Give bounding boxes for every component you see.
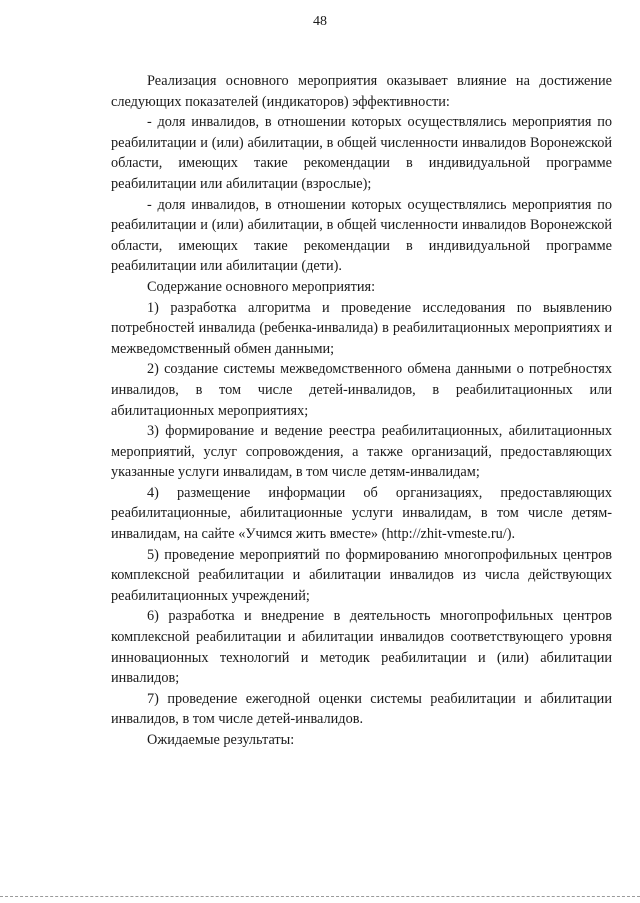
paragraph-indicator-adults: - доля инвалидов, в отношении которых осуществлялись мероприятия по реабилитации и (или) абилитации, в общей численности инвалидов Воронежской области, имеющих такие рекомендации в индивидуальной программе реабилитации или абилитации (взрослые); [111,114,612,192]
paragraph-content-heading: Содержание основного мероприятия: [147,278,376,295]
paragraph-indicator-children: - доля инвалидов, в отношении которых осуществлялись мероприятия по реабилитации и (или) абилитации, в общей численности инвалидов Воронежской области, имеющих такие рекомендации в индивидуальной программе реабилитации или абилитации (дети). [111,196,612,275]
paragraph-item-5: 5) проведение мероприятий по формированию многопрофильных центров комплексной реабилитации и абилитации инвалидов из числа действующих реабилитационных учреждений; [111,546,612,604]
paragraph-item-3: 3) формирование и ведение реестра реабилитационных, абилитационных мероприятий, услуг сопровождения, а также организаций, предоставляющих указанные услуги инвалидам, в том числе детям-инвалидам; [111,423,612,481]
paragraph-intro: Реализация основного мероприятия оказывает влияние на достижение следующих показателей (индикаторов) эффективности: [111,73,612,110]
paragraph-item-2: 2) создание системы межведомственного обмена данными о потребностях инвалидов, в том числе детей-инвалидов, в реабилитационных или абилитационных мероприятиях; [111,361,612,419]
paragraph-item-4: 4) размещение информации об организациях, предоставляющих реабилитационные, абилитационные услуги инвалидам, в том числе детям-инвалидам, на сайте «Учимся жить вместе» (http://zhit-vmeste.ru/). [111,484,612,543]
paragraph-item-1: 1) разработка алгоритма и проведение исследования по выявлению потребностей инвалида (ребенка-инвалида) в реабилитационных мероприятиях и межведомственный обмен данными; [111,299,612,357]
paragraph-item-6: 6) разработка и внедрение в деятельность многопрофильных центров комплексной реабилитации и абилитации инвалидов соответствующего уровня инновационных технологий и методик реабилитации и (или) абилитации инвалидов; [111,608,612,687]
page-number: 48 [313,14,327,29]
paragraph-expected-results: Ожидаемые результаты: [147,732,295,748]
paragraph-item-7: 7) проведение ежегодной оценки системы реабилитации и абилитации инвалидов, в том числе детей-инвалидов. [111,690,612,728]
document-body [111,71,612,751]
bottom-divider [0,896,640,897]
